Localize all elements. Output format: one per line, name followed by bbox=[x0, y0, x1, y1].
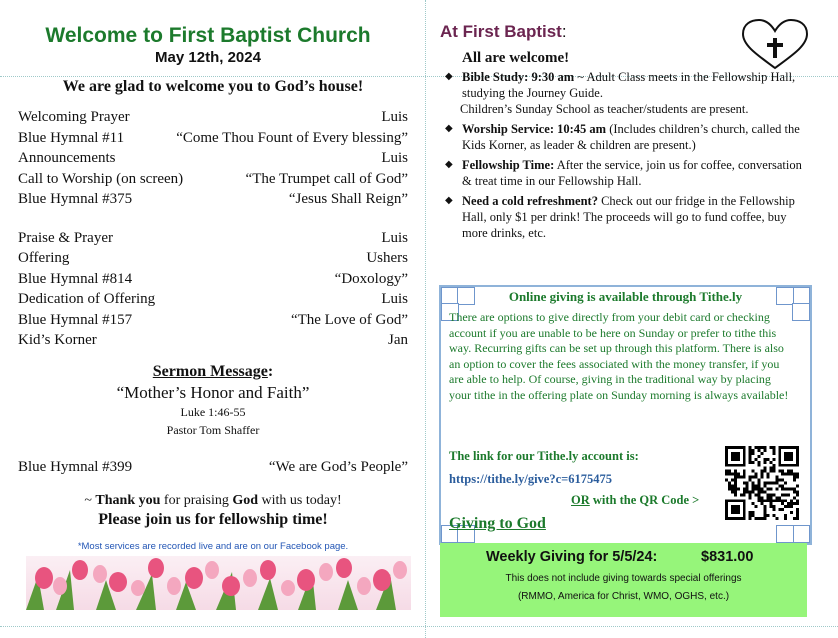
service-detail: Luis bbox=[381, 291, 408, 307]
announcement-title: Need a cold refreshment? bbox=[462, 194, 598, 208]
weekly-giving-amount: $831.00 bbox=[701, 549, 754, 565]
bullet-diamond-icon: ◆ bbox=[445, 123, 453, 134]
service-detail: “Come Thou Fount of Every blessing” bbox=[176, 129, 408, 146]
announcement-title: Worship Service: 10:45 am bbox=[462, 122, 607, 136]
giving-description: There are options to give directly from your debit card or checking account if you are unable to be here on Sunday or prefer to tithe this way. Recurring gifts can be set up through this platform. There is also an option to cover the fees associated with the money transfer, if you are able to help. Of course, giving in the traditional way by placing your tithe in the offering plate on Sunday morning is always available! bbox=[449, 310, 789, 402]
online-giving-box bbox=[439, 285, 812, 545]
service-row bbox=[18, 107, 408, 128]
announcement-text: (Includes children’s church, called the Kids Korner, as leader & children are present.) bbox=[462, 122, 800, 152]
service-block-2 bbox=[18, 228, 408, 351]
service-detail: Ushers bbox=[366, 250, 408, 266]
service-item: Welcoming Prayer bbox=[18, 109, 130, 125]
giving-heading: Online giving is available through Tithe.ly bbox=[508, 289, 743, 304]
facebook-note: *Most services are recorded live and are on our Facebook page. bbox=[77, 541, 349, 552]
order-of-service-column bbox=[18, 24, 408, 552]
bullet-diamond-icon: ◆ bbox=[445, 71, 453, 82]
sermon-section bbox=[18, 363, 408, 439]
announcement-item bbox=[440, 193, 810, 241]
service-item: Praise & Prayer bbox=[18, 229, 113, 246]
service-row bbox=[18, 248, 408, 269]
order-of-service bbox=[18, 107, 408, 351]
service-block-1 bbox=[18, 107, 408, 210]
announcement-extra: Children’s Sunday School as teacher/students are present. bbox=[460, 102, 749, 116]
announcement-item bbox=[440, 69, 810, 117]
service-row bbox=[18, 228, 408, 249]
service-item: Offering bbox=[18, 250, 70, 266]
service-detail: “The Trumpet call of God” bbox=[245, 170, 408, 187]
qr-code-icon[interactable] bbox=[725, 446, 799, 520]
service-detail: Jan bbox=[388, 332, 408, 348]
service-item: Dedication of Offering bbox=[18, 291, 156, 307]
thanks-line: ~ Thank you for praising God with us today! bbox=[84, 493, 342, 508]
announcement-text: After the service, join us for coffee, conversation & treat time in our Fellowship Hall. bbox=[462, 158, 802, 188]
service-row bbox=[18, 330, 408, 351]
all-welcome-line: All are welcome! bbox=[462, 50, 570, 66]
giving-to-god-heading: Giving to God bbox=[449, 515, 546, 532]
bulletin-title: Welcome to First Baptist Church bbox=[45, 24, 371, 47]
service-detail: “Jesus Shall Reign” bbox=[288, 191, 408, 207]
weekly-giving-note: This does not include giving towards special offerings bbox=[505, 573, 742, 584]
qr-code-label: OR with the QR Code > bbox=[571, 493, 700, 507]
sermon-pastor: Pastor Tom Shaffer bbox=[166, 422, 260, 437]
page-fold-line bbox=[425, 0, 426, 638]
service-row bbox=[18, 269, 408, 290]
tulip-banner-image bbox=[26, 556, 411, 610]
service-row bbox=[18, 169, 408, 190]
welcome-line: We are glad to welcome you to God’s house! bbox=[62, 78, 364, 95]
weekly-giving-note-examples: (RMMO, America for Christ, WMO, OGHS, etc.) bbox=[517, 591, 730, 602]
service-row bbox=[18, 128, 408, 149]
service-item: Kid’s Korner bbox=[18, 332, 97, 348]
sermon-heading: Sermon Message: bbox=[152, 362, 274, 380]
service-row bbox=[18, 310, 408, 331]
section-heading: At First Baptist: bbox=[440, 22, 567, 41]
announcement-text: Check out our fridge in the Fellowship Hall, only $1 per drink! The proceeds will go to fund coffee, buy more drinks, etc. bbox=[462, 194, 795, 240]
announcement-list bbox=[440, 69, 810, 241]
corner-square bbox=[792, 303, 810, 321]
service-row bbox=[18, 148, 408, 169]
bullet-diamond-icon: ◆ bbox=[445, 159, 453, 170]
fellowship-invite: Please join us for fellowship time! bbox=[98, 511, 328, 528]
tithely-link[interactable]: https://tithe.ly/give?c=6175475 bbox=[449, 472, 613, 486]
page-guide-line bbox=[0, 626, 838, 627]
service-item: Blue Hymnal #814 bbox=[18, 270, 133, 287]
announcement-title: Bible Study: 9:30 am bbox=[462, 70, 575, 84]
sermon-scripture: Luke 1:46-55 bbox=[180, 404, 246, 419]
service-item: Blue Hymnal #399 bbox=[18, 458, 133, 475]
weekly-giving-box bbox=[440, 543, 807, 617]
service-item: Blue Hymnal #157 bbox=[18, 311, 133, 328]
service-item: Call to Worship (on screen) bbox=[18, 170, 184, 187]
service-row bbox=[18, 289, 408, 310]
service-detail: “The Love of God” bbox=[290, 311, 408, 328]
announcement-text: ~ Adult Class meets in the Fellowship Hall, studying the Journey Guide. bbox=[462, 70, 796, 100]
service-detail: Luis bbox=[381, 229, 408, 246]
bulletin-date: May 12th, 2024 bbox=[155, 49, 261, 66]
service-detail: Luis bbox=[381, 109, 408, 125]
announcement-title: Fellowship Time: bbox=[462, 158, 555, 172]
service-item: Blue Hymnal #375 bbox=[18, 191, 133, 207]
announcement-item bbox=[440, 121, 810, 153]
service-row bbox=[18, 189, 408, 210]
bullet-diamond-icon: ◆ bbox=[445, 195, 453, 206]
closing-hymn-row bbox=[18, 457, 408, 478]
service-detail: Luis bbox=[381, 150, 408, 166]
corner-square bbox=[776, 525, 794, 543]
heart-cross-icon bbox=[739, 18, 811, 72]
service-item: Blue Hymnal #11 bbox=[18, 129, 125, 146]
service-item: Announcements bbox=[18, 150, 116, 166]
announcement-item bbox=[440, 157, 810, 189]
corner-square bbox=[792, 525, 810, 543]
sermon-title: “Mother’s Honor and Faith” bbox=[116, 382, 310, 402]
service-detail: “We are God’s People” bbox=[268, 458, 408, 475]
weekly-giving-label: Weekly Giving for 5/5/24: bbox=[486, 549, 658, 565]
service-detail: “Doxology” bbox=[334, 270, 408, 287]
giving-link-heading: The link for our Tithe.ly account is: bbox=[449, 449, 639, 463]
